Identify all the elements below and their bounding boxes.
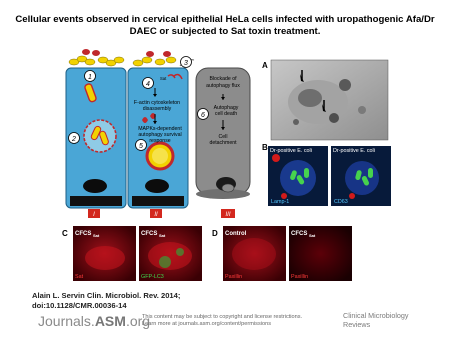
svg-text:F-actin cytoskeleton: F-actin cytoskeleton: [133, 100, 181, 106]
svg-text:MAPKs-dependent: MAPKs-dependent: [138, 126, 182, 132]
svg-text:response: response: [149, 138, 171, 144]
basal-bar-ii: [132, 196, 184, 206]
citation-line-2: doi:10.1128/CMR.00036-14: [32, 300, 127, 310]
permissions-link[interactable]: Learn more at journals.asm.org/content/permissions: [142, 321, 272, 327]
bacteria-cluster-ii: [133, 51, 176, 66]
svg-text:Cell: Cell: [218, 134, 228, 140]
nucleus-i: [83, 179, 107, 193]
svg-text:B: B: [262, 143, 268, 152]
citation-line-1: Alain L. Servin Clin. Microbiol. Rev. 2014;: [32, 291, 181, 300]
svg-text:Sat: Sat: [159, 233, 166, 238]
svg-text:Dr-positive E. coli: Dr-positive E. coli: [270, 148, 312, 154]
svg-text:CFCS: CFCS: [141, 231, 158, 237]
svg-text:1: 1: [88, 74, 92, 81]
svg-text:disassembly: disassembly: [142, 106, 172, 112]
panel-b: [262, 143, 391, 206]
diagram-schematic: [66, 49, 250, 218]
svg-text:D: D: [212, 229, 218, 238]
svg-text:cell death: cell death: [214, 111, 238, 117]
svg-text:GFP-LC3: GFP-LC3: [141, 274, 164, 280]
step-marker-4: [143, 78, 154, 89]
svg-text:Sat: Sat: [309, 233, 316, 238]
copyright-note: [142, 314, 302, 328]
nucleus-ii: [145, 179, 169, 193]
svg-text:6: 6: [201, 112, 205, 119]
figure-title: Cellular events observed in cervical epithelial HeLa cells infected with uropathogenic Afa/Dr DAEC or subjected to Sat toxin treatment.: [15, 14, 435, 37]
step-marker-6: [198, 109, 209, 120]
svg-text:detachment: detachment: [209, 140, 237, 146]
step-marker-3: [181, 57, 192, 68]
svg-text:Lamp-1: Lamp-1: [271, 199, 290, 205]
svg-text:autophagy flux: autophagy flux: [206, 83, 240, 89]
svg-text:Control: Control: [225, 231, 247, 237]
sat-label: Sat: [160, 76, 167, 81]
svg-text:II: II: [154, 212, 158, 218]
svg-text:CD63: CD63: [334, 199, 348, 205]
svg-text:4: 4: [146, 81, 150, 88]
svg-text:autophagy survival: autophagy survival: [138, 132, 182, 138]
panel-c: [62, 226, 202, 281]
step-marker-5: [136, 140, 147, 151]
svg-text:III: III: [225, 212, 231, 218]
svg-text:CFCS: CFCS: [291, 231, 308, 237]
svg-text:Autophagy: Autophagy: [213, 105, 239, 111]
step-marker-2: [69, 133, 80, 144]
journal-name: Clinical Microbiology Reviews: [343, 311, 409, 329]
copyright-line-1: This content may be subject to copyright and license restrictions.: [142, 314, 303, 320]
panel-d: [212, 226, 352, 281]
svg-text:CFCS: CFCS: [75, 231, 92, 237]
basal-bar-i: [70, 196, 122, 206]
bacteria-cluster-i: [69, 49, 124, 66]
svg-text:C: C: [62, 229, 68, 238]
autophagosome-ii: [147, 143, 173, 169]
citation: [32, 291, 180, 310]
svg-text:Paxillin: Paxillin: [291, 274, 309, 280]
panel-a: [262, 60, 388, 140]
svg-text:Paxillin: Paxillin: [225, 274, 243, 280]
svg-text:3: 3: [184, 60, 188, 67]
svg-text:Sat: Sat: [93, 233, 100, 238]
svg-text:A: A: [262, 61, 268, 70]
svg-text:Sat: Sat: [75, 274, 84, 280]
svg-text:5: 5: [139, 143, 143, 150]
svg-text:I: I: [93, 212, 95, 218]
journals-asm-logo[interactable]: Journals.ASM.org: [38, 313, 151, 329]
step-marker-1: [85, 71, 96, 82]
bacteria-vacuole-i: [84, 120, 116, 152]
svg-text:2: 2: [72, 136, 76, 143]
svg-text:Blockade of: Blockade of: [209, 76, 237, 82]
svg-text:Dr-positive E. coli: Dr-positive E. coli: [333, 148, 375, 154]
